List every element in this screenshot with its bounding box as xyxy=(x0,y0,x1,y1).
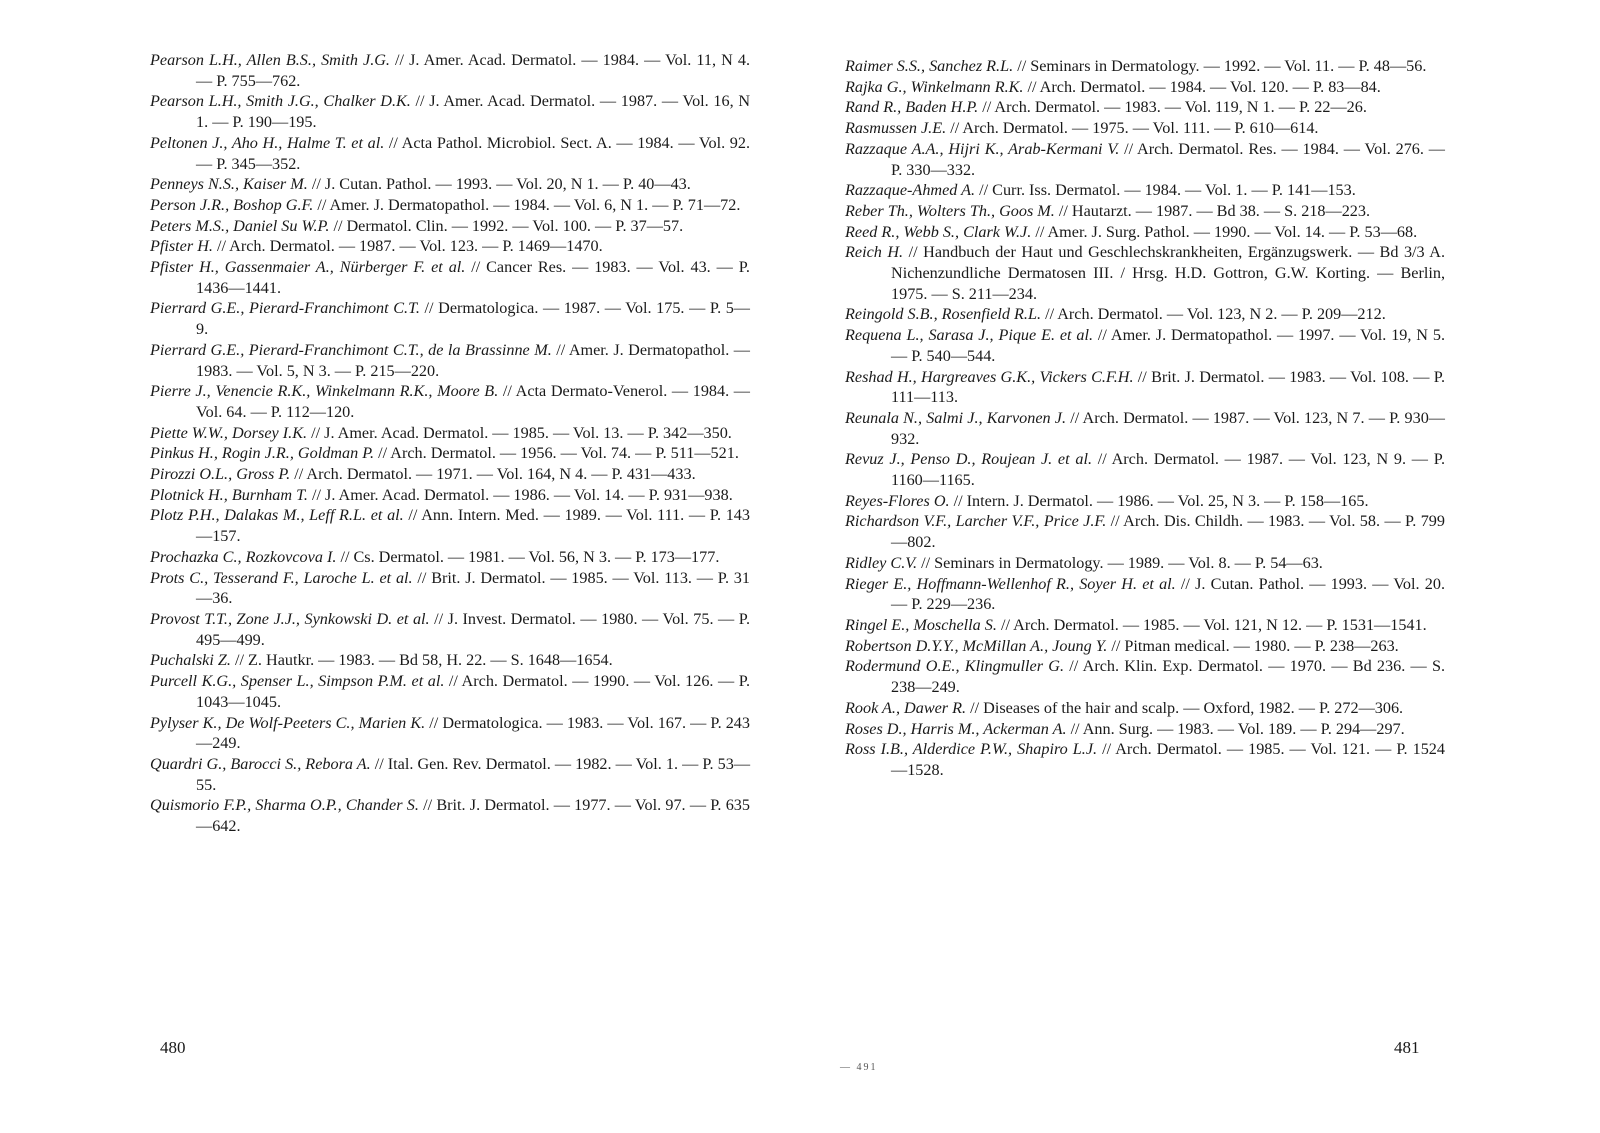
reference-source: // Arch. Dermatol. — 1987. — Vol. 123, N 7. — P. 930—932. xyxy=(891,408,1445,448)
reference-entry xyxy=(845,636,1445,657)
reference-authors: Pierrard G.E., Pierard-Franchimont C.T. xyxy=(150,299,420,318)
reference-entry xyxy=(845,511,1445,552)
reference-entry xyxy=(845,242,1445,304)
reference-authors: Reshad H., Hargreaves G.K., Vickers C.F.H. xyxy=(845,367,1134,386)
reference-entry xyxy=(150,485,750,506)
reference-entry xyxy=(150,505,750,546)
reference-source: // Ital. Gen. Rev. Dermatol. — 1982. — Vol. 1. — P. 53—55. xyxy=(196,754,751,794)
reference-authors: Plotz P.H., Dalakas M., Leff R.L. et al. xyxy=(150,506,404,525)
reference-entry xyxy=(845,553,1445,574)
reference-authors: Rajka G., Winkelmann R.K. xyxy=(845,77,1024,96)
reference-source: // Arch. Dermatol. — 1956. — Vol. 74. — P. 511—521. xyxy=(374,444,739,463)
reference-entry xyxy=(150,464,750,485)
reference-authors: Piette W.W., Dorsey I.K. xyxy=(150,423,308,442)
reference-source: // Arch. Dermatol. — Vol. 123, N 2. — P. 209—212. xyxy=(1041,305,1386,324)
reference-source: // Amer. J. Surg. Pathol. — 1990. — Vol. 14. — P. 53—68. xyxy=(1031,222,1418,241)
reference-source: // Handbuch der Haut und Geschlechskrankheiten, Ergänzugswerk. — Bd 3/3 A. Nichenzundliche Dermatosen III. / Hrsg. H.D. Gottron, G.W. Korting. — Berlin, 1975. — S. 211—234. xyxy=(891,243,1445,303)
right-page xyxy=(845,56,1445,781)
reference-entry xyxy=(150,133,750,174)
reference-entry xyxy=(150,713,750,754)
reference-entry xyxy=(845,615,1445,636)
reference-authors: Reich H. xyxy=(845,243,904,262)
reference-source: // Brit. J. Dermatol. — 1985. — Vol. 113. — P. 31—36. xyxy=(196,568,750,608)
reference-source: // Arch. Dermatol. — 1971. — Vol. 164, N 4. — P. 431—433. xyxy=(290,465,696,484)
reference-authors: Purcell K.G., Spenser L., Simpson P.M. et al. xyxy=(150,672,445,691)
reference-authors: Puchalski Z. xyxy=(150,651,231,670)
reference-source: // Arch. Dermatol. — 1987. — Vol. 123, N 9. — P. 1160—1165. xyxy=(891,450,1445,490)
reference-source: // Arch. Dermatol. — 1985. — Vol. 121, N 12. — P. 1531—1541. xyxy=(996,615,1427,634)
reference-source: // Arch. Dermatol. — 1987. — Vol. 123. — P. 1469—1470. xyxy=(212,237,603,256)
reference-source: // Arch. Klin. Exp. Dermatol. — 1970. — Bd 236. — S. 238—249. xyxy=(891,657,1446,697)
reference-source: // Arch. Dermatol. — 1983. — Vol. 119, N 1. — P. 22—26. xyxy=(978,98,1367,117)
reference-authors: Roses D., Harris M., Ackerman A. xyxy=(845,719,1067,738)
reference-source: // Z. Hautkr. — 1983. — Bd 58, H. 22. — S. 1648—1654. xyxy=(230,651,613,670)
reference-source: // J. Amer. Acad. Dermatol. — 1987. — Vol. 16, N 1. — P. 190—195. xyxy=(196,92,751,132)
reference-source: // Amer. J. Dermatopathol. — 1984. — Vol. 6, N 1. — P. 71—72. xyxy=(313,195,741,214)
reference-entry xyxy=(845,739,1445,780)
reference-authors: Person J.R., Boshop G.F. xyxy=(150,195,314,214)
page-number-right: 481 xyxy=(1394,1038,1420,1057)
reference-entry xyxy=(150,257,750,298)
reference-entry xyxy=(150,50,750,91)
reference-authors: Pfister H. xyxy=(150,237,213,256)
reference-entry xyxy=(150,91,750,132)
reference-source: // J. Cutan. Pathol. — 1993. — Vol. 20, N 1. — P. 40—43. xyxy=(307,175,691,194)
reference-authors: Ross I.B., Alderdice P.W., Shapiro L.J. xyxy=(845,740,1098,759)
reference-source: // J. Amer. Acad. Dermatol. — 1984. — Vol. 11, N 4. — P. 755—762. xyxy=(196,51,750,90)
reference-entry xyxy=(845,491,1445,512)
reference-source: // Brit. J. Dermatol. — 1977. — Vol. 97. — P. 635—642. xyxy=(196,796,750,836)
reference-authors: Requena L., Sarasa J., Pique E. et al. xyxy=(845,326,1094,345)
reference-authors: Reunala N., Salmi J., Karvonen J. xyxy=(845,408,1067,427)
reference-source: // Dermatol. Clin. — 1992. — Vol. 100. — P. 37—57. xyxy=(329,216,684,235)
reference-authors: Quismorio F.P., Sharma O.P., Chander S. xyxy=(150,796,419,815)
reference-authors: Pierre J., Venencie R.K., Winkelmann R.K., Moore B. xyxy=(150,382,499,401)
reference-source: // Arch. Dis. Childh. — 1983. — Vol. 58. — P. 799—802. xyxy=(891,512,1445,552)
reference-authors: Rook A., Dawer R. xyxy=(845,698,967,717)
reference-authors: Rieger E., Hoffmann-Wellenhof R., Soyer H. et al. xyxy=(845,574,1176,593)
reference-entry xyxy=(150,650,750,671)
reference-entry xyxy=(845,139,1445,180)
reference-authors: Peltonen J., Aho H., Halme T. et al. xyxy=(150,133,385,152)
reference-source: // Ann. Surg. — 1983. — Vol. 189. — P. 294—297. xyxy=(1066,719,1405,738)
reference-entry xyxy=(845,77,1445,98)
reference-entry xyxy=(845,449,1445,490)
reference-entry xyxy=(845,201,1445,222)
reference-source: // Seminars in Dermatology. — 1989. — Vol. 8. — P. 54—63. xyxy=(917,553,1323,572)
reference-source: // Acta Pathol. Microbiol. Sect. A. — 1984. — Vol. 92. — P. 345—352. xyxy=(196,133,750,173)
reference-source: // Seminars in Dermatology. — 1992. — Vol. 11. — P. 48—56. xyxy=(1013,57,1427,75)
reference-source: // Amer. J. Dermatopathol. — 1997. — Vol. 19, N 5. — P. 540—544. xyxy=(891,326,1445,365)
reference-source: // Diseases of the hair and scalp. — Oxford, 1982. — P. 272—306. xyxy=(966,698,1404,717)
reference-source: // Arch. Dermatol. Res. — 1984. — Vol. 276. — P. 330—332. xyxy=(891,139,1445,179)
reference-authors: Robertson D.Y.Y., McMillan A., Joung Y. xyxy=(845,636,1108,655)
reference-source: // Curr. Iss. Dermatol. — 1984. — Vol. 1. — P. 141—153. xyxy=(975,181,1356,200)
reference-entry xyxy=(150,236,750,257)
reference-authors: Prots C., Tesserand F., Laroche L. et al. xyxy=(150,568,413,587)
reference-source: // Dermatologica. — 1983. — Vol. 167. — P. 243—249. xyxy=(196,713,750,753)
reference-authors: Quardri G., Barocci S., Rebora A. xyxy=(150,754,371,773)
reference-entry xyxy=(150,298,750,339)
reference-entry xyxy=(845,698,1445,719)
reference-authors: Razzaque-Ahmed A. xyxy=(845,181,976,200)
reference-source: // J. Cutan. Pathol. — 1993. — Vol. 20. — P. 229—236. xyxy=(891,574,1446,614)
reference-authors: Reed R., Webb S., Clark W.J. xyxy=(845,222,1032,241)
reference-entry xyxy=(845,304,1445,325)
reference-authors: Raimer S.S., Sanchez R.L. xyxy=(845,57,1014,75)
reference-source: // J. Amer. Acad. Dermatol. — 1986. — Vol. 14. — P. 931—938. xyxy=(307,485,733,504)
reference-authors: Rodermund O.E., Klingmuller G. xyxy=(845,657,1065,676)
reference-entry xyxy=(845,97,1445,118)
reference-list-left xyxy=(150,50,750,837)
reference-source: // J. Amer. Acad. Dermatol. — 1985. — Vol. 13. — P. 342—350. xyxy=(307,423,732,442)
reference-source: // Arch. Dermatol. — 1975. — Vol. 111. — P. 610—614. xyxy=(946,119,1319,138)
reference-authors: Pearson L.H., Allen B.S., Smith J.G. xyxy=(150,51,390,69)
reference-authors: Penneys N.S., Kaiser M. xyxy=(150,175,308,194)
reference-source: // Dermatologica. — 1987. — Vol. 175. — P. 5—9. xyxy=(196,299,750,339)
reference-entry xyxy=(150,340,750,381)
reference-source: // Ann. Intern. Med. — 1989. — Vol. 111. — P. 143—157. xyxy=(196,506,750,546)
reference-authors: Rasmussen J.E. xyxy=(845,119,947,138)
reference-authors: Ringel E., Moschella S. xyxy=(845,615,997,634)
left-page xyxy=(150,50,750,837)
reference-source: // Amer. J. Dermatopathol. — 1983. — Vol. 5, N 3. — P. 215—220. xyxy=(196,340,750,380)
reference-source: // Brit. J. Dermatol. — 1983. — Vol. 108. — P. 111—113. xyxy=(891,367,1445,407)
reference-entry xyxy=(845,367,1445,408)
reference-entry xyxy=(150,216,750,237)
reference-entry xyxy=(150,547,750,568)
reference-list-right xyxy=(845,56,1445,781)
reference-source: // Hautarzt. — 1987. — Bd 38. — S. 218—223. xyxy=(1054,201,1371,220)
reference-entry xyxy=(845,656,1445,697)
page-number-left: 480 xyxy=(160,1038,186,1057)
reference-authors: Reber Th., Wolters Th., Goos M. xyxy=(845,201,1055,220)
reference-entry xyxy=(150,423,750,444)
reference-entry xyxy=(150,795,750,836)
reference-authors: Pirozzi O.L., Gross P. xyxy=(150,465,291,484)
reference-entry xyxy=(150,671,750,712)
reference-authors: Prochazka C., Rozkovcova I. xyxy=(150,547,337,566)
reference-authors: Richardson V.F., Larcher V.F., Price J.F. xyxy=(845,512,1107,531)
reference-source: // Pitman medical. — 1980. — P. 238—263. xyxy=(1107,636,1399,655)
reference-authors: Reingold S.B., Rosenfield R.L. xyxy=(845,305,1042,324)
reference-entry xyxy=(845,118,1445,139)
reference-source: // Arch. Dermatol. — 1984. — Vol. 120. — P. 83—84. xyxy=(1023,77,1381,96)
reference-authors: Razzaque A.A., Hijri K., Arab-Kermani V. xyxy=(845,139,1120,158)
reference-entry xyxy=(845,719,1445,740)
reference-entry xyxy=(150,174,750,195)
reference-entry xyxy=(845,222,1445,243)
reference-source: // Intern. J. Dermatol. — 1986. — Vol. 25, N 3. — P. 158—165. xyxy=(949,491,1369,510)
reference-authors: Rand R., Baden H.P. xyxy=(845,98,979,117)
reference-source: // Arch. Dermatol. — 1985. — Vol. 121. — P. 1524—1528. xyxy=(891,740,1445,779)
reference-entry xyxy=(845,325,1445,366)
reference-authors: Plotnick H., Burnham T. xyxy=(150,485,308,504)
reference-source: // J. Invest. Dermatol. — 1980. — Vol. 75. — P. 495—499. xyxy=(196,609,750,649)
reference-authors: Pearson L.H., Smith J.G., Chalker D.K. xyxy=(150,92,411,111)
reference-authors: Pinkus H., Rogin J.R., Goldman P. xyxy=(150,444,375,463)
reference-source: // Cs. Dermatol. — 1981. — Vol. 56, N 3. — P. 173—177. xyxy=(336,547,720,566)
reference-entry xyxy=(150,609,750,650)
reference-authors: Ridley C.V. xyxy=(845,553,918,572)
reference-authors: Peters M.S., Daniel Su W.P. xyxy=(150,216,330,235)
reference-authors: Pfister H., Gassenmaier A., Nürberger F. et al. xyxy=(150,258,466,277)
reference-entry xyxy=(150,443,750,464)
reference-entry xyxy=(150,381,750,422)
reference-source: // Cancer Res. — 1983. — Vol. 43. — P. 1436—1441. xyxy=(196,258,750,297)
reference-source: // Arch. Dermatol. — 1990. — Vol. 126. — P. 1043—1045. xyxy=(196,672,750,711)
reference-authors: Pierrard G.E., Pierard-Franchimont C.T., de la Brassinne M. xyxy=(150,340,552,359)
reference-authors: Provost T.T., Zone J.J., Synkowski D. et al. xyxy=(150,609,430,628)
reference-entry xyxy=(845,574,1445,615)
reference-entry xyxy=(150,195,750,216)
reference-authors: Reyes-Flores O. xyxy=(845,491,950,510)
printer-signature-mark: — 491 xyxy=(840,1062,878,1073)
reference-authors: Pylyser K., De Wolf-Peeters C., Marien K. xyxy=(150,713,426,732)
reference-authors: Revuz J., Penso D., Roujean J. et al. xyxy=(845,450,1092,469)
reference-entry xyxy=(150,568,750,609)
reference-entry xyxy=(150,754,750,795)
reference-entry xyxy=(845,180,1445,201)
reference-source: // Acta Dermato-Venerol. — 1984. — Vol. 64. — P. 112—120. xyxy=(196,382,750,421)
reference-entry xyxy=(845,56,1445,77)
reference-entry xyxy=(845,408,1445,449)
